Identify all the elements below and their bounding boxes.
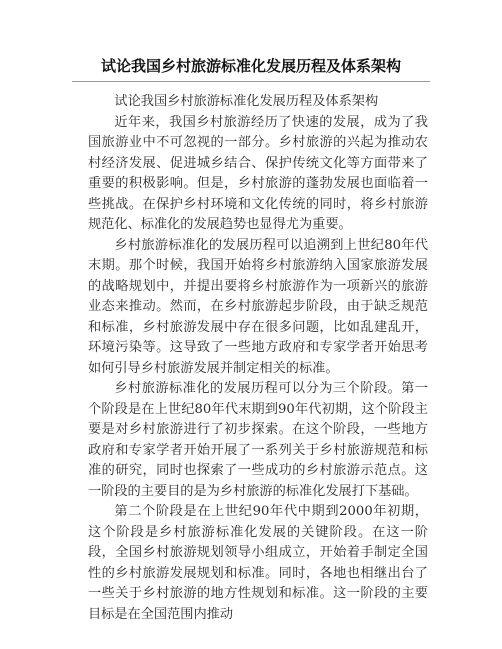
- body-paragraph: 乡村旅游标准化的发展历程可以分为三个阶段。第一个阶段是在上世纪80年代末期到90年代初期，这个阶段主要是对乡村旅游进行了初步探索。在这个阶段，一些地方政府和专家学者开始开展了一系列关于乡村旅游规范和标准的研究，同时也探索了一些成功的乡村旅游示范点。这一阶段的主要目的是为乡村旅游的标准化发展打下基础。: [88, 381, 428, 499]
- document-body: [88, 92, 428, 625]
- document-title: 试论我国乡村旅游标准化发展历程及体系架构: [100, 57, 401, 75]
- body-paragraph: 第二个阶段是在上世纪90年代中期到2000年初期，这个阶段是乡村旅游标准化发展的关键阶段。在这一阶段，全国乡村旅游规划领导小组成立，开始着手制定全国性的乡村旅游发展规划和标准。同时，各地也相继出台了一些关于乡村旅游的地方性规划和标准。这一阶段的主要目标是在全国范围内推动: [88, 504, 428, 622]
- body-paragraph: 近年来，我国乡村旅游经历了快速的发展，成为了我国旅游业中不可忽视的一部分。乡村旅游的兴起为推动农村经济发展、促进城乡结合、保护传统文化等方面带来了重要的积极影响。但是，乡村旅游的蓬勃发展也面临着一些挑战。在保护乡村环境和文化传统的同时，将乡村旅游规范化、标准化的发展趋势也显得尤为重要。: [88, 114, 428, 232]
- title-divider: [72, 81, 430, 82]
- body-paragraph: 试论我国乡村旅游标准化发展历程及体系架构: [114, 94, 379, 109]
- body-paragraph: 乡村旅游标准化的发展历程可以追溯到上世纪80年代末期。那个时候，我国开始将乡村旅游纳入国家旅游发展的战略规划中，并提出要将乡村旅游作为一项新兴的旅游业态来推动。然而，在乡村旅游起步阶段，由于缺乏规范和标准，乡村旅游发展中存在很多问题，比如乱建乱开，环境污染等。这导致了一些地方政府和专家学者开始思考如何引导乡村旅游发展并制定相关的标准。: [88, 237, 428, 376]
